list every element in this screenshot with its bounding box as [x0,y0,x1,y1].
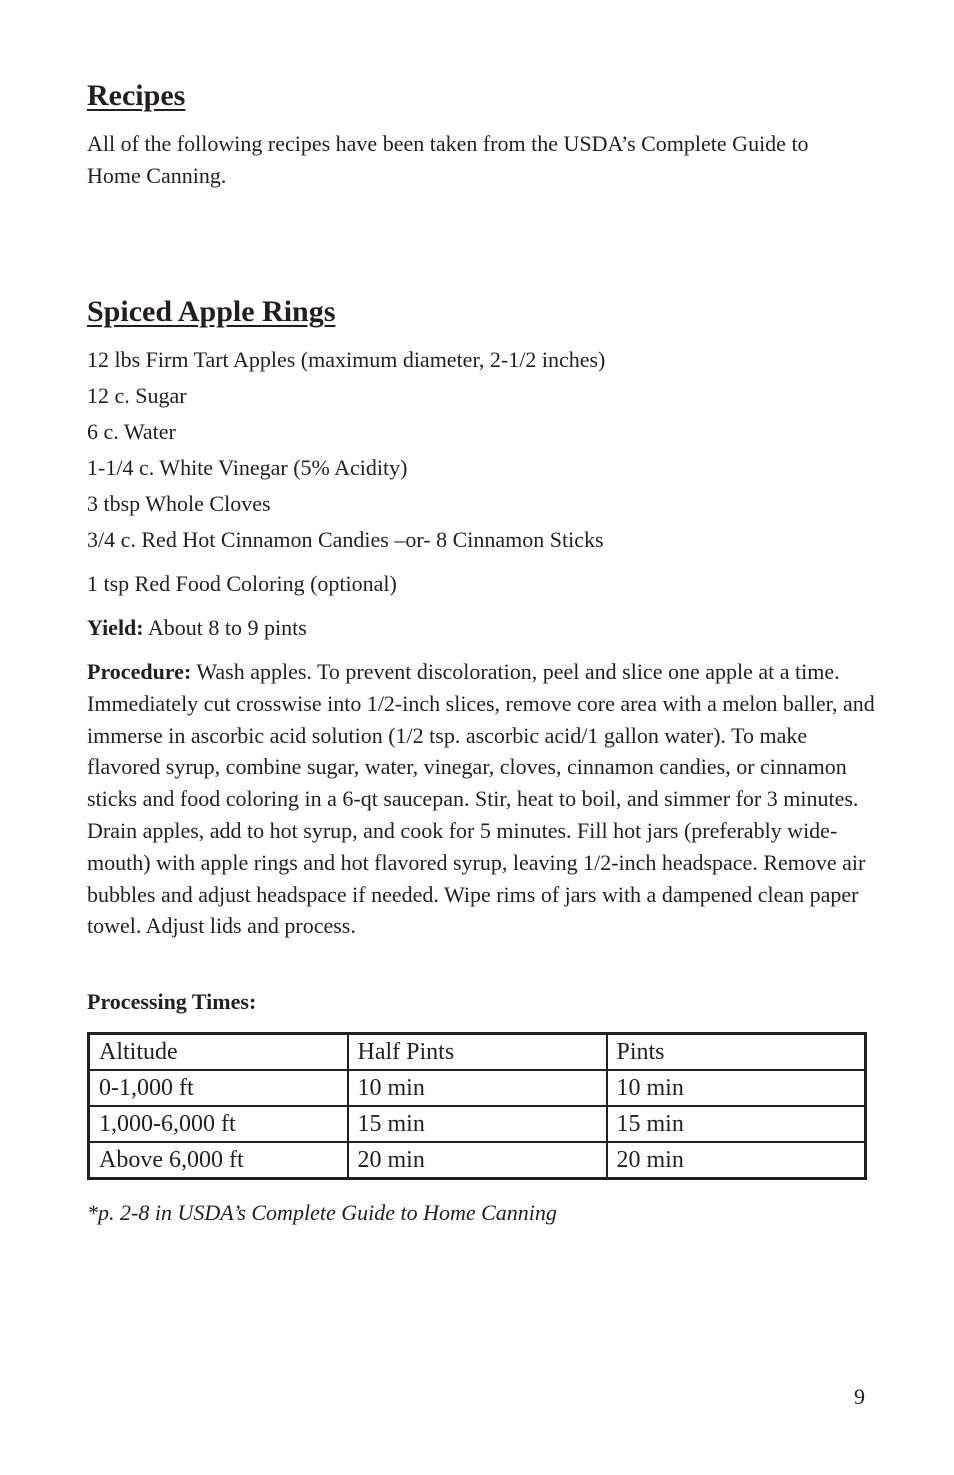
table-row [89,1106,866,1142]
yield-line [87,612,307,644]
ingredient-item: 1 tsp Red Food Coloring (optional) [87,571,397,596]
procedure-label: Procedure: [87,659,192,684]
recipe-title: Spiced Apple Rings [87,295,336,328]
table-cell: 0-1,000 ft [89,1070,348,1106]
yield-label: Yield: [87,615,144,640]
table-header-cell: Half Pints [348,1034,607,1071]
page-number: 9 [854,1384,865,1409]
table-cell: 15 min [348,1106,607,1142]
ingredient-item: 1-1/4 c. White Vinegar (5% Acidity) [87,455,408,480]
procedure-paragraph [87,656,877,942]
ingredient-item: 6 c. Water [87,419,176,444]
procedure-text: Wash apples. To prevent discoloration, peel and slice one apple at a time. Immediately cut crosswise into 1/2-inch slices, remove core area with a melon baller, and immerse in ascorbic acid solution (1/2 tsp. ascorbic acid/1 gallon water). To make flavored syrup, combine sugar, water, vinegar, cloves, cinnamon candies, or cinnamon sticks and food coloring in a 6-qt saucepan. Stir, heat to boil, and simmer for 3 minutes. Drain apples, add to hot syrup, and cook for 5 minutes. Fill hot jars (preferably wide-mouth) with apple rings and hot flavored syrup, leaving 1/2-inch headspace. Remove air bubbles and adjust headspace if needed. Wipe rims of jars with a dampened clean paper towel. Adjust lids and process. [87,659,875,939]
table-row [89,1142,866,1179]
processing-times-table [87,1032,867,1180]
section-heading-recipes: Recipes [87,79,186,112]
table-cell: Above 6,000 ft [89,1142,348,1179]
table-cell: 1,000-6,000 ft [89,1106,348,1142]
table-header-cell: Pints [607,1034,866,1071]
table-header-row [89,1034,866,1071]
table-row [89,1070,866,1106]
ingredient-item: 12 lbs Firm Tart Apples (maximum diameter, 2-1/2 inches) [87,347,606,372]
table-cell: 10 min [607,1070,866,1106]
ingredient-item: 12 c. Sugar [87,383,187,408]
table-cell: 10 min [348,1070,607,1106]
yield-value: About 8 to 9 pints [143,615,307,640]
intro-paragraph: All of the following recipes have been taken from the USDA’s Complete Guide to Home Canning. [87,131,809,188]
table-cell: 20 min [607,1142,866,1179]
ingredient-item: 3 tbsp Whole Cloves [87,491,271,516]
table-cell: 20 min [348,1142,607,1179]
table-cell: 15 min [607,1106,866,1142]
ingredient-item: 3/4 c. Red Hot Cinnamon Candies –or- 8 Cinnamon Sticks [87,527,604,552]
table-header-cell: Altitude [89,1034,348,1071]
ingredient-list [87,342,605,602]
source-citation: *p. 2-8 in USDA’s Complete Guide to Home Canning [87,1200,557,1225]
processing-times-label: Processing Times: [87,989,257,1014]
